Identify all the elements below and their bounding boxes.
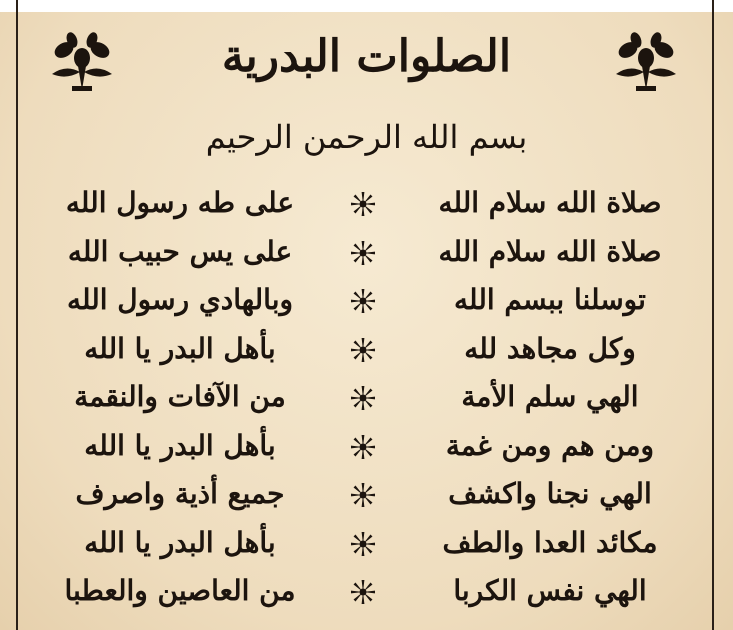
floral-ornament-icon — [606, 30, 686, 94]
star-icon — [350, 191, 376, 217]
verse-second-hemistich: بأهل البدر يا الله — [84, 525, 276, 559]
verse-first-hemistich: وكل مجاهد لله — [464, 331, 636, 365]
star-icon — [350, 288, 376, 314]
floral-ornament-icon — [42, 30, 122, 94]
star-icon — [350, 337, 376, 363]
verse-second-hemistich: وبالهادي رسول الله — [66, 283, 294, 316]
page-title: الصلوات البدرية — [221, 31, 512, 82]
star-icon — [350, 240, 376, 266]
verse-row — [30, 568, 700, 614]
verse-row — [30, 374, 700, 420]
verse-row — [30, 520, 700, 566]
basmala-heading: بسم الله الرحمن الرحيم — [205, 118, 528, 156]
verse-list — [30, 180, 700, 630]
verse-row — [30, 180, 700, 226]
right-border-rule — [712, 0, 714, 630]
verse-first-hemistich: الهي نفس الكربا — [453, 574, 647, 607]
star-icon — [350, 579, 376, 605]
verse-row — [30, 229, 700, 275]
verse-second-hemistich: على يس حبيب الله — [67, 234, 293, 268]
verse-first-hemistich: صلاة الله سلام الله — [438, 186, 662, 219]
star-icon — [350, 531, 376, 557]
star-icon — [350, 434, 376, 460]
scan-edge — [0, 0, 733, 12]
verse-second-hemistich: جميع أذية واصرف — [75, 477, 285, 510]
verse-second-hemistich: على طه رسول الله — [65, 186, 295, 219]
verse-second-hemistich: من العاصين والعطبا — [64, 574, 296, 607]
verse-row — [30, 423, 700, 469]
left-border-rule — [16, 0, 18, 630]
verse-first-hemistich: الهي سلم الأمة — [461, 380, 639, 413]
star-icon — [350, 482, 376, 508]
verse-first-hemistich: ومن هم ومن غمة — [445, 428, 655, 462]
verse-second-hemistich: بأهل البدر يا الله — [84, 428, 276, 462]
verse-second-hemistich: بأهل البدر يا الله — [84, 331, 276, 365]
verse-first-hemistich: مكائد العدا والطف — [442, 525, 658, 559]
verse-row — [30, 326, 700, 372]
verse-first-hemistich: توسلنا ببسم الله — [454, 283, 646, 316]
verse-row — [30, 471, 700, 517]
star-icon — [350, 385, 376, 411]
verse-first-hemistich: الهي نجنا واكشف — [448, 477, 652, 510]
verse-row — [30, 277, 700, 323]
verse-first-hemistich: صلاة الله سلام الله — [438, 234, 662, 268]
verse-second-hemistich: من الآفات والنقمة — [74, 380, 286, 413]
